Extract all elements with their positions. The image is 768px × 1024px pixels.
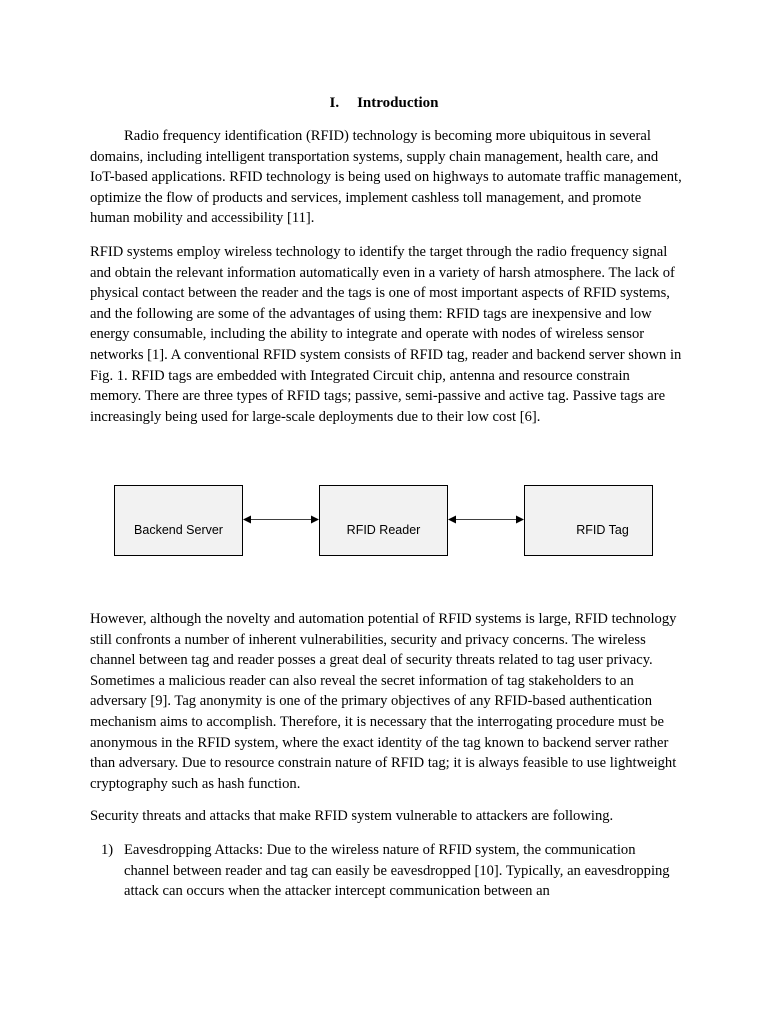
paragraph-intro: Radio frequency identification (RFID) technology is becoming more ubiquitous in several domains, including intelligent transportation systems, supply chain management, health care, and IoT-based applications. RFID technology is being used on highways to automate traffic management, optimize the flow of products and services, implement cashless toll management, and promote human mobility and accessibility [11]. [90, 128, 682, 227]
rfid-reader-label: RFID Reader [346, 523, 421, 537]
paragraph-rfid-systems: RFID systems employ wireless technology to identify the target through the radio frequency signal and obtain the relevant information automatically even in a variety of harsh atmosphere. The lack of physical contact between the reader and the tags is one of most important aspects of RFID systems, and the following are some of the advantages of using them: RFID tags are inexpensive and low energy consumable, including the ability to integrate and operate with nodes of wireless sensor networks [1]. A conventional RFID system consists of RFID tag, reader and backend server shown in Fig. 1. RFID tags are embedded with Integrated Circuit chip, antenna and resource constrain memory. There are three types of RFID tags; passive, semi-passive and active tag. Passive tags are increasingly being used for large-scale deployments due to their low cost [6]. [90, 244, 682, 425]
rfid-reader-box [319, 485, 448, 556]
rfid-tag-box [524, 485, 653, 556]
backend-server-box [114, 485, 243, 556]
section-number: I. [329, 95, 340, 111]
rfid-tag-label: RFID Tag [576, 523, 629, 537]
backend-server-label: Backend Server [134, 523, 223, 537]
paragraph-threats-intro: Security threats and attacks that make RFID system vulnerable to attackers are following. [90, 808, 614, 824]
list-item-text: Eavesdropping Attacks: Due to the wireless nature of RFID system, the communication channel between reader and tag can easily be eavesdropped [10]. Typically, an eavesdropping attack can occurs when the attacker intercept communication between an [124, 842, 670, 900]
section-heading [0, 93, 768, 113]
list-marker: 1) [101, 842, 114, 858]
section-title: Introduction [357, 95, 439, 111]
paragraph-vulnerabilities: However, although the novelty and automation potential of RFID systems is large, RFID technology still confronts a number of inherent vulnerabilities, security and privacy concerns. The wireless channel between tag and reader posses a great deal of security threats related to tag user privacy. Sometimes a malicious reader can also reveal the secret information of tag stakeholders to an adversary [9]. Tag anonymity is one of the primary objectives of any RFID-based authentication mechanism aims to accomplish. Therefore, it is necessary that the interrogating procedure must be anonymous in the RFID system, where the exact identity of the tag known to backend server rather than adversary. Due to resource constrain nature of RFID tag; it is always feasible to use lightweight cryptography such as hash function. [90, 611, 677, 792]
list-item [90, 840, 684, 902]
